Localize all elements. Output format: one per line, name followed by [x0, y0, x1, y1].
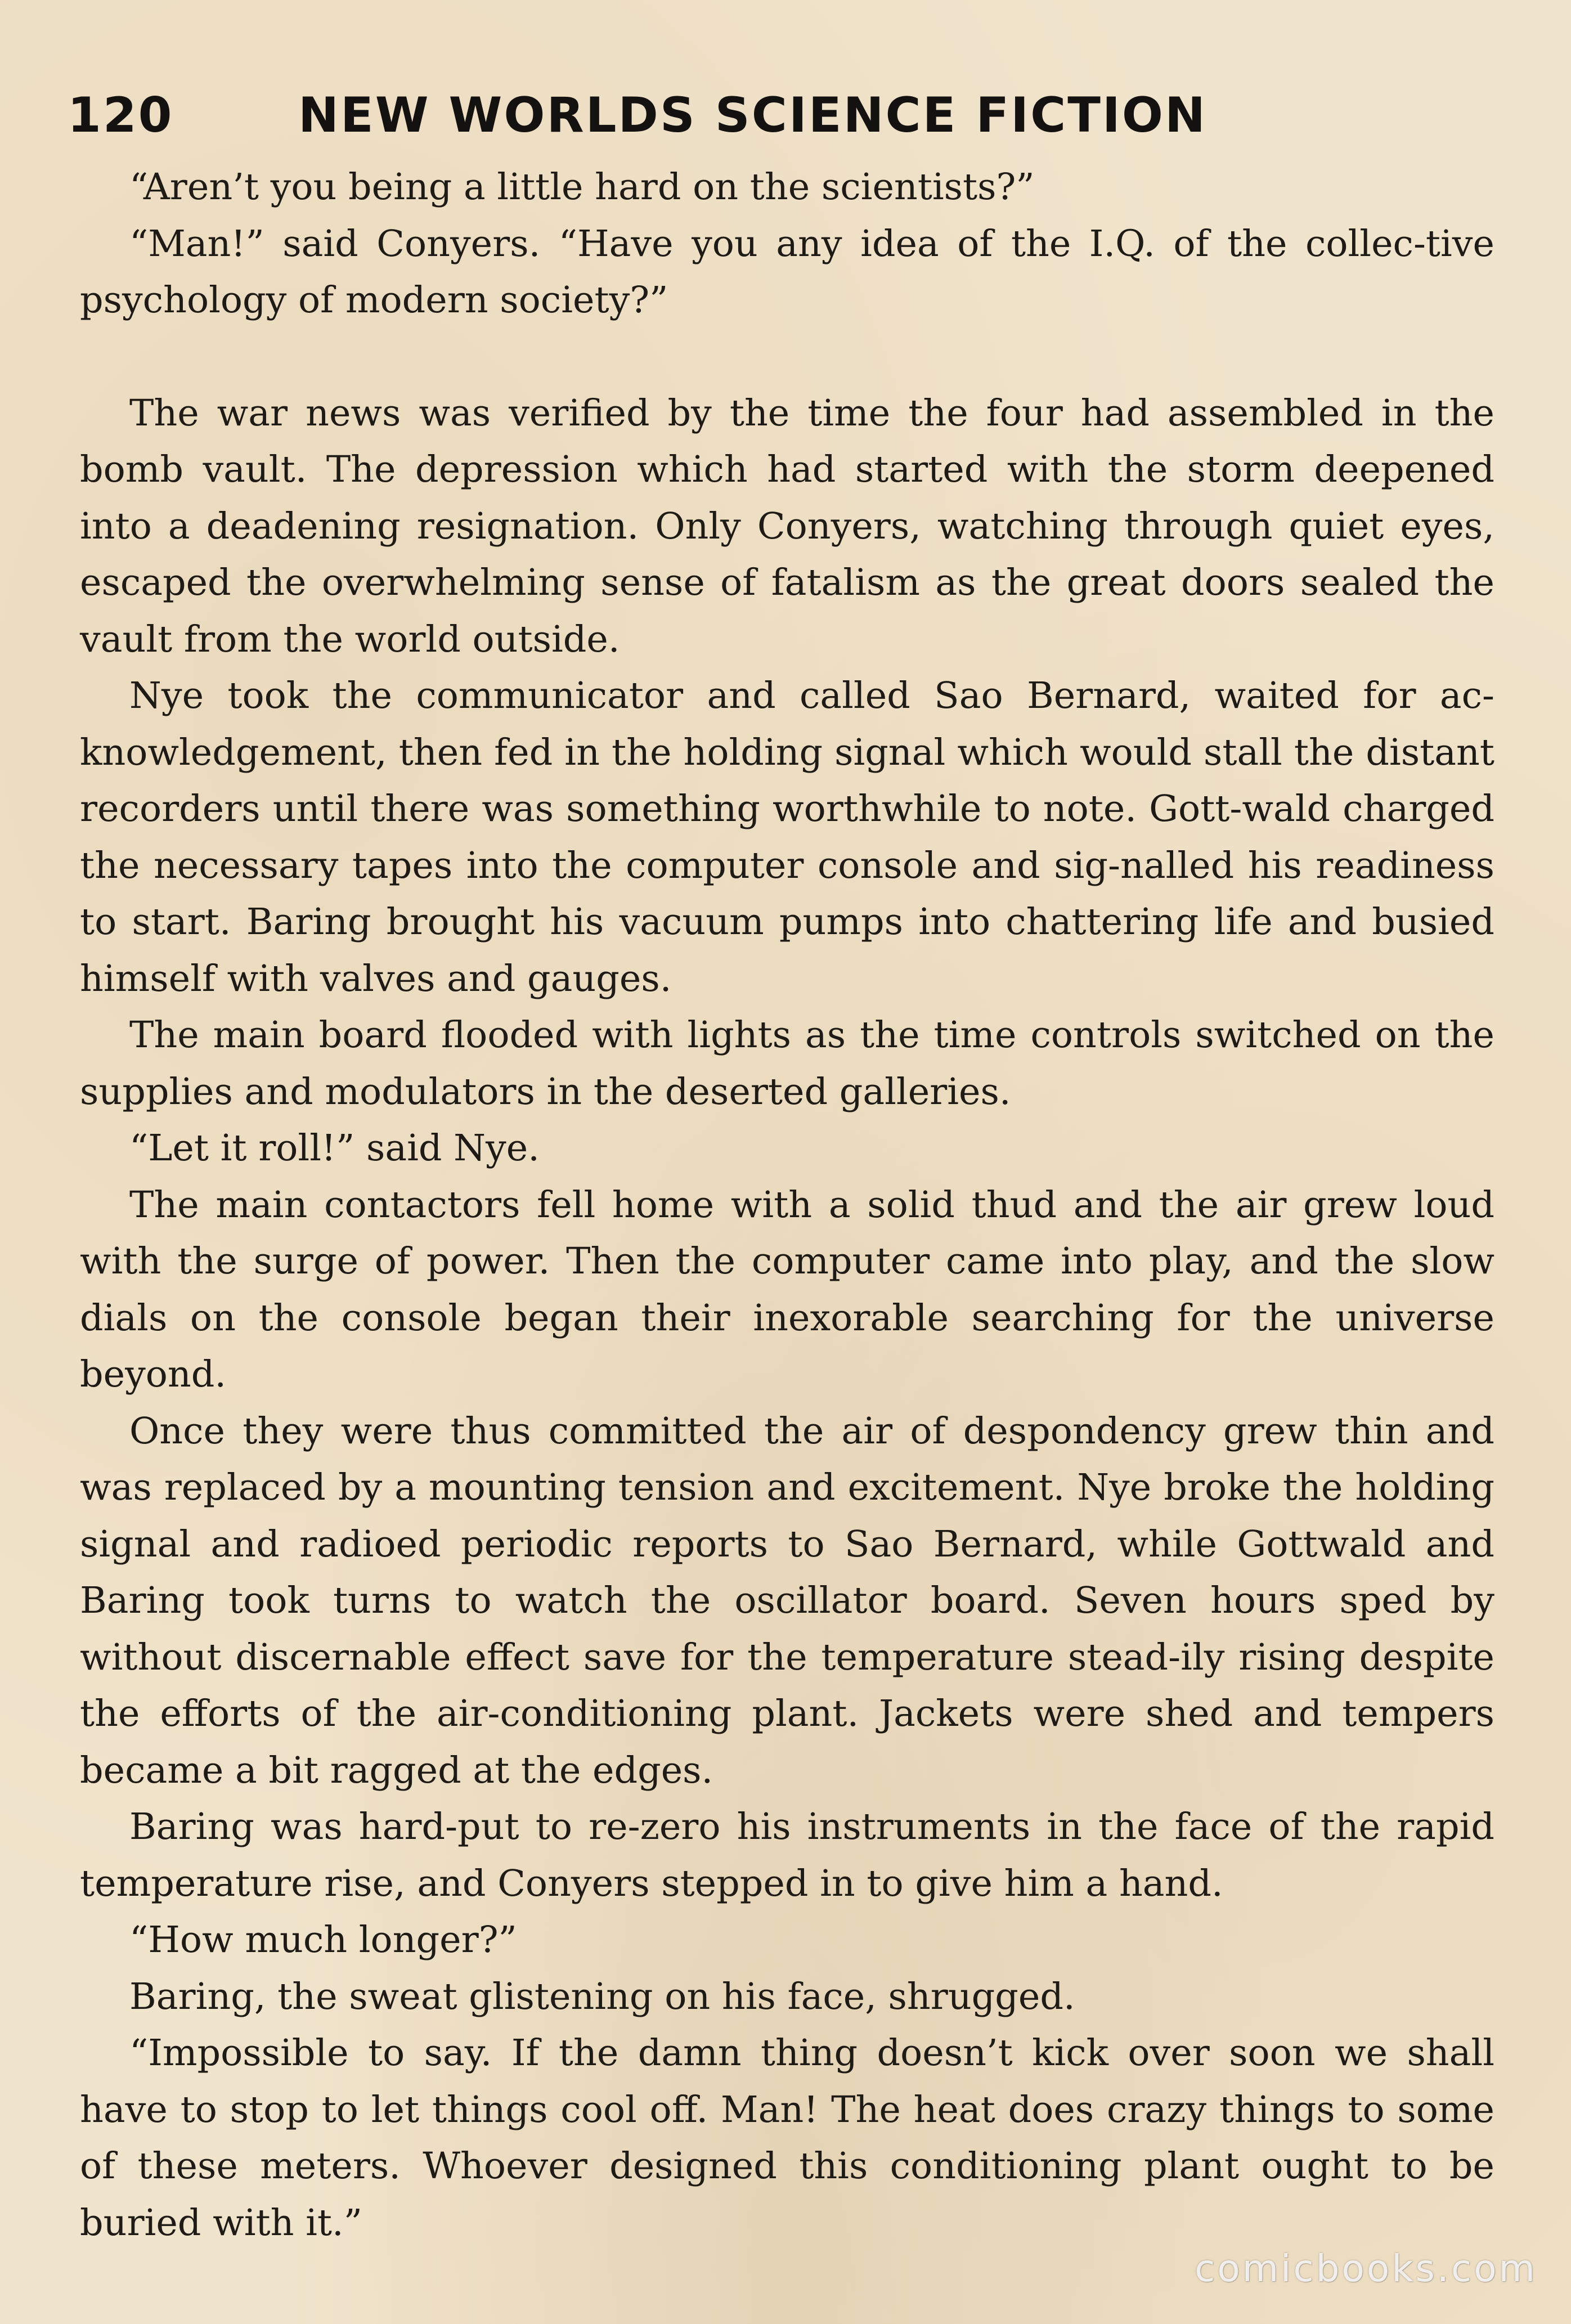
site-watermark: comicbooks.com — [1195, 2247, 1537, 2290]
paragraph: The war news was verified by the time the four had assembled in the bomb vault. The depression which had started with the storm deepened into a deadening resignation. Only Conyers, watching through quiet eyes, escaped the overwhelming sense of fatalism as the great doors sealed the vault from the world outside. — [80, 392, 1494, 661]
paragraph: “Man!” said Conyers. “Have you any idea of the I.Q. of the collec-tive psychology of modern society?” — [80, 222, 1494, 321]
paragraph: “Aren’t you being a little hard on the scientists?” — [129, 166, 1035, 208]
paragraph: Baring was hard-put to re-zero his instruments in the face of the rapid temperature rise, and Conyers stepped in to give him a hand. — [80, 1806, 1494, 1905]
magazine-title: NEW WORLDS SCIENCE FICTION — [298, 87, 1207, 143]
paragraph: The main board flooded with lights as the time controls switched on the supplies and modulators in the deserted galleries. — [80, 1014, 1494, 1113]
paragraph: Baring, the sweat glistening on his face, shrugged. — [129, 1975, 1075, 2018]
paragraph: “Impossible to say. If the damn thing doesn’t kick over soon we shall have to stop to let things cool off. Man! The heat does crazy things to some of these meters. Whoever designed this conditioning plant ought to be buried with it.” — [80, 2032, 1494, 2244]
paragraph: “How much longer?” — [129, 1919, 517, 1961]
running-header — [68, 84, 1491, 146]
page-number: 120 — [68, 87, 174, 143]
paragraph: “Let it roll!” said Nye. — [129, 1127, 540, 1169]
paragraph: Once they were thus committed the air of despondency grew thin and was replaced by a mounting tension and excitement. Nye broke the holding signal and radioed periodic reports to Sao Bernard, while Gottwald and Baring took turns to watch the oscillator board. Seven hours sped by without discernable effect save for the temperature stead-ily rising despite the efforts of the air-conditioning plant. Jackets were shed and tempers became a bit ragged at the edges. — [80, 1410, 1494, 1792]
paragraph: The main contactors fell home with a solid thud and the air grew loud with the surge of power. Then the computer came into play, and the slow dials on the console began their inexorable searching for the universe beyond. — [80, 1183, 1494, 1396]
paragraph: Nye took the communicator and called Sao Bernard, waited for ac-knowledgement, then fed in the holding signal which would stall the distant recorders until there was something worthwhile to note. Gott-wald charged the necessary tapes into the computer console and sig-nalled his readiness to start. Baring brought his vacuum pumps into chattering life and busied himself with valves and gauges. — [80, 675, 1494, 1000]
story-text — [80, 159, 1494, 2251]
